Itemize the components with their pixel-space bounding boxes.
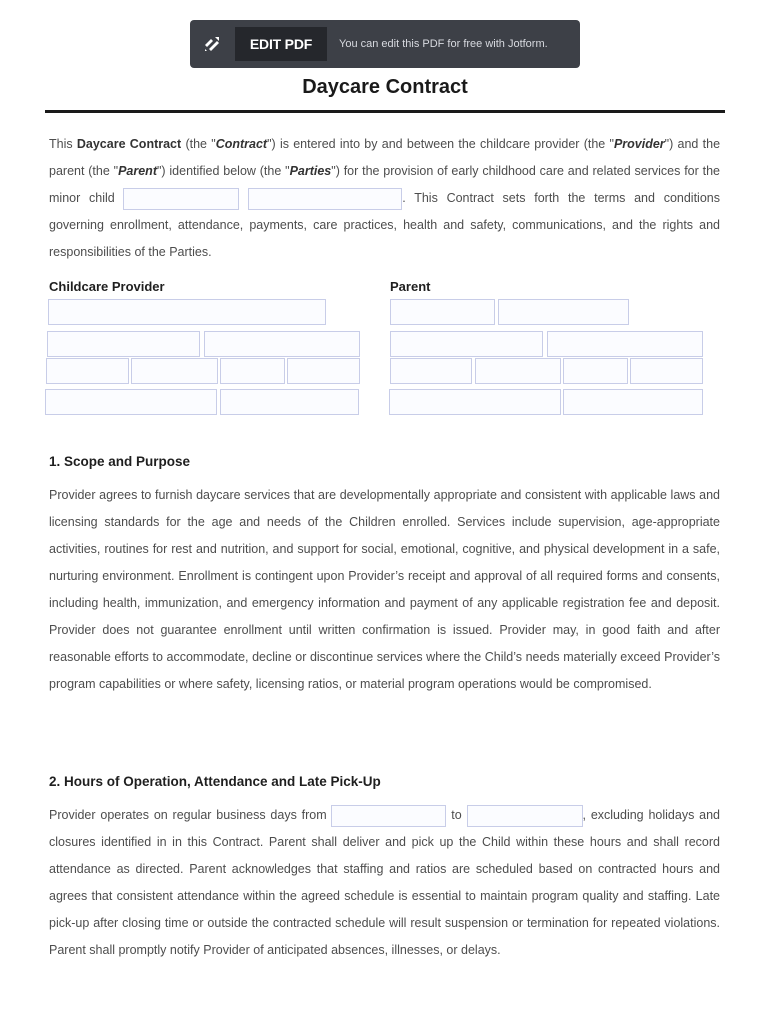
provider-city-field[interactable]: [46, 358, 129, 384]
provider-email-field[interactable]: [220, 389, 359, 415]
title-divider: [45, 110, 725, 113]
jotform-banner: [190, 20, 580, 68]
parent-email-field[interactable]: [563, 389, 703, 415]
parent-last-name-field[interactable]: [498, 299, 629, 325]
document-title: Daycare Contract: [302, 76, 468, 98]
parent-phone-field[interactable]: [389, 389, 561, 415]
provider-state-field[interactable]: [131, 358, 218, 384]
banner-message: You can edit this PDF for free with Jotform.: [339, 38, 548, 50]
provider-address-field[interactable]: [47, 331, 200, 357]
provider-country-field[interactable]: [287, 358, 360, 384]
parent-zip-field[interactable]: [563, 358, 628, 384]
edit-pdf-button[interactable]: EDIT PDF: [235, 27, 327, 61]
provider-address2-field[interactable]: [204, 331, 360, 357]
section-1-body: Provider agrees to furnish daycare services that are developmentally appropriate and consistent with applicable laws and licensing standards for the age and needs of the Children enrolled. Services include supervision, age-appropriate activities, routines for rest and nutrition, and support for social, emotional, cognitive, and physical development in a safe, nurturing environment. Enrollment is contingent upon Provider’s receipt and approval of all required forms and consents, including health, immunization, and emergency information and payment of any applicable registration fee and deposit. Provider does not guarantee enrollment until written confirmation is issued. Provider may, in good faith and after reasonable efforts to accommodate, decline or discontinue services where the Child’s needs materially exceed Provider’s program capabilities or where safety, licensing ratios, or material program operations would be compromised.: [49, 488, 720, 691]
parent-label: Parent: [390, 279, 431, 294]
parent-country-field[interactable]: [630, 358, 703, 384]
provider-phone-field[interactable]: [45, 389, 217, 415]
start-time-field[interactable]: [331, 805, 446, 827]
section-1-heading: 1. Scope and Purpose: [49, 454, 191, 469]
parent-address-field[interactable]: [390, 331, 543, 357]
child-last-name-field[interactable]: [248, 188, 402, 210]
child-first-name-field[interactable]: [123, 188, 239, 210]
jotform-logo-icon: [202, 34, 222, 54]
intro-paragraph: This Daycare Contract (the "Contract") is entered into by and between the childcare provider (the "Provider") and the parent (the "Parent") identified below (the "Parties") for the provision of early childhood care and related services for the minor child . This Contract sets forth the terms and conditions governing enrollment, attendance, payments, care practices, health and safety, communications, and the rights and responsibilities of the Parties.: [49, 137, 721, 259]
provider-zip-field[interactable]: [220, 358, 285, 384]
end-time-field[interactable]: [467, 805, 583, 827]
parent-first-name-field[interactable]: [390, 299, 495, 325]
section-2-body: Provider operates on regular business days from to , excluding holidays and closures identified in in this Contract. Parent shall deliver and pick up the Child within these hours and shall record attendance as directed. Parent acknowledges that staffing and ratios are scheduled based on contracted hours and agrees that consistent attendance within the agreed schedule is essential to maintain program quality and staffing. Late pick-up after closing time or outside the contracted schedule will result suspension or termination for repeated violations. Parent shall promptly notify Provider of anticipated absences, illnesses, or delays.: [49, 802, 720, 964]
parent-address2-field[interactable]: [547, 331, 703, 357]
provider-name-field[interactable]: [48, 299, 326, 325]
parent-state-field[interactable]: [475, 358, 561, 384]
parent-city-field[interactable]: [390, 358, 472, 384]
section-2-heading: 2. Hours of Operation, Attendance and Late Pick-Up: [49, 774, 381, 789]
provider-label: Childcare Provider: [49, 279, 165, 294]
